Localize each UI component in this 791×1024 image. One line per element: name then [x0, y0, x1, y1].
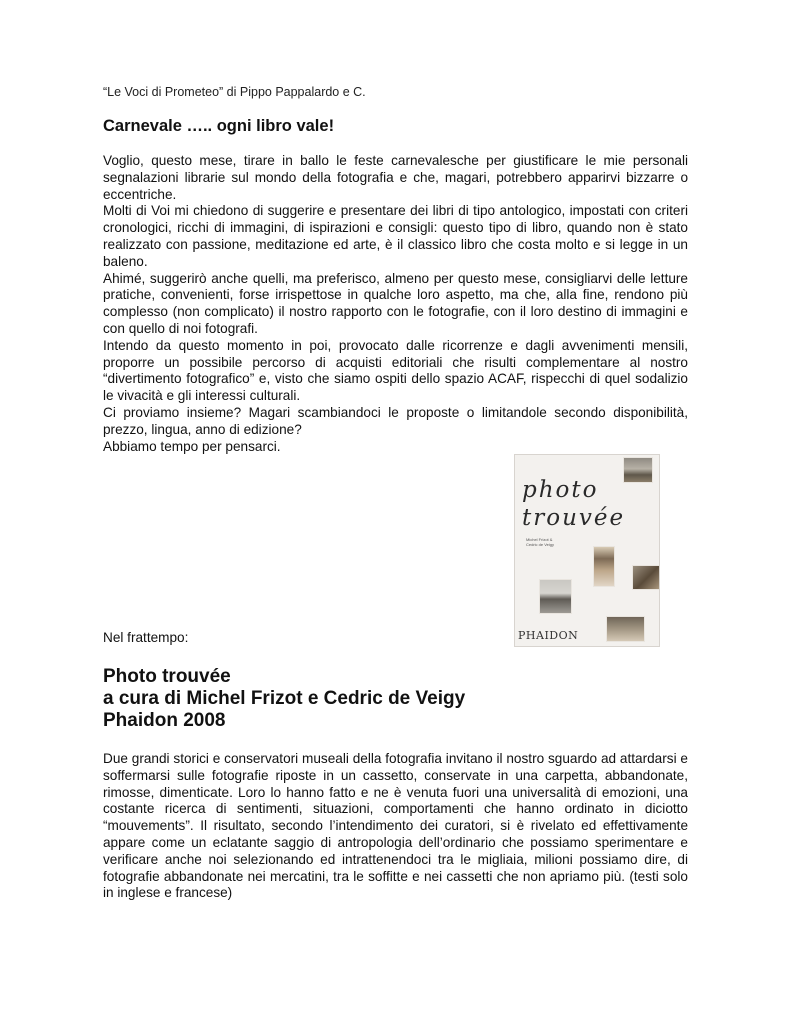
- intro-paragraph: Molti di Voi mi chiedono di suggerire e presentare dei libri di tipo antologico, impostati con criteri cronologici, ricchi di immagini, di ispirazioni e consigli: questo tipo di libro, quando non è stato realizzato con passione, meditazione ed arte, è il classico libro che costa molto e si legge in un baleno.: [103, 203, 688, 269]
- cover-title-line: trouvée: [522, 505, 626, 531]
- cover-photo-thumbnail: [632, 565, 660, 590]
- cover-title-line: photo: [522, 477, 599, 503]
- book-heading: [103, 666, 465, 732]
- cover-photo-thumbnail: [606, 616, 645, 642]
- book-cover-image: [514, 454, 660, 647]
- cover-credit: [526, 537, 554, 547]
- cover-credit-line: Michel Frizot &: [526, 537, 553, 542]
- intro-text: [103, 153, 688, 455]
- section-title: Carnevale ….. ogni libro vale!: [103, 117, 335, 135]
- book-description: Due grandi storici e conservatori museali della fotografia invitano il nostro sguardo ad attardarsi e soffermarsi sulle fotografie riposte in un cassetto, conservate in una carpetta, abbandonate, rimosse, dimenticate. Loro lo hanno fatto e ne è venuta fuori una universalità di emozioni, una costante ricerca di sentimenti, situazioni, comportamenti che hanno ordinato in diciotto “mouvements”. Il risultato, secondo l’intendimento dei curatori, si è rivelato ed effettivamente appare come un eclatante saggio di antropologia dell’ordinario che possiamo sperimentare e verificare anche noi selezionando ed intrattenendoci tra le migliaia, milioni possiamo dire, di fotografie abbandonate nei mercatini, tra le soffitte e nei cassetti che non apriamo più. (testi solo in inglese e francese): [103, 751, 688, 901]
- column-header: “Le Voci di Prometeo” di Pippo Pappalardo e C.: [103, 85, 366, 99]
- intro-paragraph: Ci proviamo insieme? Magari scambiandoci le proposte o limitandole secondo disponibilità, prezzo, lingua, anno di edizione?: [103, 404, 688, 437]
- intro-paragraph: Abbiamo tempo per pensarci.: [103, 438, 281, 454]
- book-publisher-year: Phaidon 2008: [103, 710, 226, 731]
- book-title: Photo trouvée: [103, 666, 231, 687]
- cover-photo-thumbnail: [593, 546, 615, 587]
- cover-photo-thumbnail: [539, 579, 572, 614]
- book-editors: a cura di Michel Frizot e Cedric de Veigy: [103, 688, 466, 709]
- intro-paragraph: Intendo da questo momento in poi, provocato dalle ricorrenze e dagli avvenimenti mensili, proporre un possibile percorso di acquisti editoriali che risulti complementare al nostro “divertimento fotografico” e, visto che siamo ospiti dello spazio ACAF, rispecchi di quel sodalizio le vivacità e gli interessi culturali.: [103, 337, 688, 404]
- intro-paragraph: Voglio, questo mese, tirare in ballo le feste carnevalesche per giustificare le mie personali segnalazioni librarie sul mondo della fotografia e che, magari, potrebbero apparirvi bizzarre o eccentriche.: [103, 153, 688, 202]
- cover-photo-thumbnail: [623, 457, 653, 483]
- meanwhile-label: Nel frattempo:: [103, 630, 189, 645]
- intro-paragraph: Ahimé, suggerirò anche quelli, ma preferisco, almeno per questo mese, consigliarvi delle letture pratiche, convenienti, forse irrispettose in qualche loro aspetto, ma che, alla fine, rendono più complesso (non complicato) il nostro rapporto con le fotografie, con il loro destino di immagini e con quello di noi fotografi.: [103, 270, 688, 336]
- cover-publisher: PHAIDON: [518, 629, 579, 642]
- cover-credit-line: Cedric de Veigy: [526, 542, 555, 547]
